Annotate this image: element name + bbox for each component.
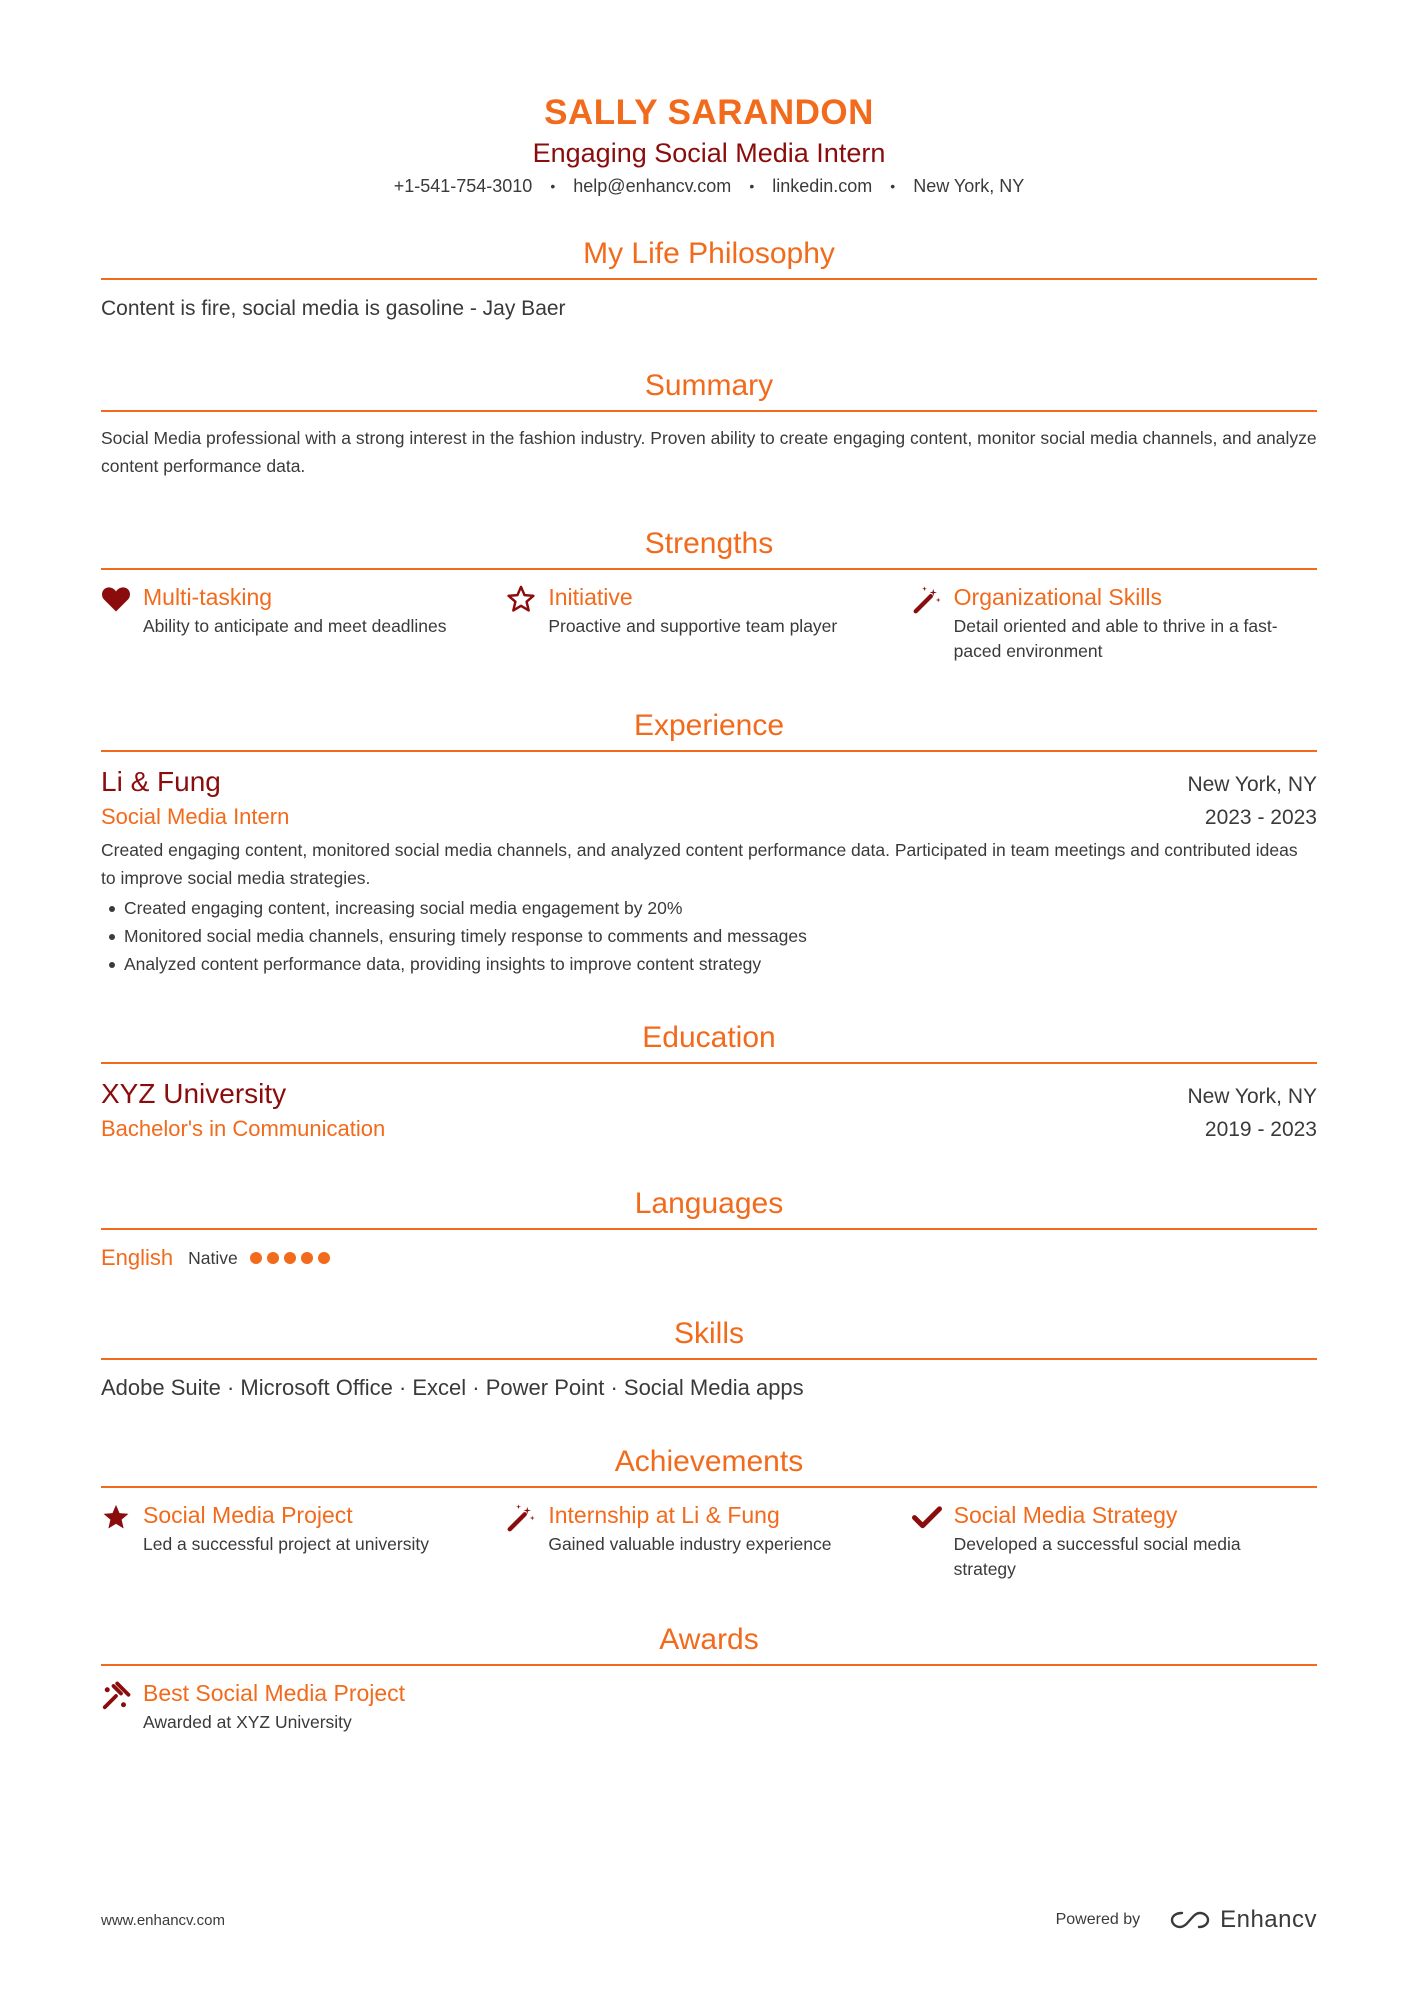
- contact-phone[interactable]: +1-541-754-3010: [393, 176, 533, 196]
- contact-separator: •: [890, 178, 896, 194]
- section-heading: Education: [101, 1020, 1317, 1064]
- achievement-desc: Led a successful project at university: [143, 1534, 429, 1554]
- contact-separator: •: [749, 178, 755, 194]
- job-role: Social Media Intern: [101, 804, 290, 829]
- language-level: Native: [188, 1248, 238, 1268]
- achievement-item: [912, 1500, 1317, 1582]
- page-footer: [101, 1906, 1317, 1934]
- strength-item: [912, 582, 1317, 664]
- section-heading: Achievements: [101, 1444, 1317, 1488]
- summary-text: Social Media professional with a strong interest in the fashion industry. Proven ability to create engaging content, monitor social media channels, and analyze content performance data.: [101, 428, 1317, 476]
- education-entry: [101, 1064, 1317, 1146]
- achievement-desc: Developed a successful social media strategy: [953, 1534, 1241, 1579]
- skills-list: Adobe Suite · Microsoft Office · Excel · Power Point · Social Media apps: [101, 1375, 804, 1400]
- education-dates: 2019 - 2023: [1204, 1118, 1317, 1141]
- skills-section: [101, 1316, 1317, 1404]
- section-heading: My Life Philosophy: [101, 236, 1317, 280]
- achievement-title: Internship at Li & Fung: [548, 1502, 780, 1528]
- language-item: [101, 1242, 1317, 1274]
- resume-header: [101, 0, 1317, 198]
- awards-section: [101, 1622, 1317, 1735]
- award-item: [101, 1678, 1317, 1735]
- achievement-title: Social Media Project: [143, 1502, 353, 1528]
- achievement-title: Social Media Strategy: [953, 1502, 1178, 1528]
- award-title: Best Social Media Project: [143, 1680, 406, 1706]
- powered-by-label: Powered by: [1055, 1911, 1141, 1928]
- list-item: Monitored social media channels, ensuring timely response to comments and messages: [101, 922, 1317, 950]
- language-name: English: [101, 1245, 174, 1270]
- contact-separator: •: [550, 178, 556, 194]
- school-name: XYZ University: [101, 1078, 287, 1109]
- star-filled-icon: [101, 1500, 143, 1582]
- contact-line: [101, 174, 1317, 198]
- degree-name: Bachelor's in Communication: [101, 1116, 386, 1141]
- award-desc: Awarded at XYZ University: [143, 1712, 352, 1732]
- strength-title: Initiative: [548, 584, 633, 610]
- philosophy-section: [101, 236, 1317, 324]
- powered-by: [1056, 1906, 1317, 1934]
- contact-email[interactable]: help@enhancv.com: [573, 176, 732, 196]
- strength-desc: Detail oriented and able to thrive in a fast-paced environment: [953, 616, 1278, 661]
- achievement-item: [101, 1500, 506, 1582]
- heart-icon: [101, 582, 143, 664]
- achievement-desc: Gained valuable industry experience: [548, 1534, 832, 1554]
- brand-logo[interactable]: [1168, 1906, 1317, 1934]
- checkmark-icon: [912, 1500, 954, 1582]
- strength-desc: Ability to anticipate and meet deadlines: [143, 616, 447, 636]
- rating-dot: [301, 1252, 313, 1264]
- section-heading: Skills: [101, 1316, 1317, 1360]
- philosophy-quote: Content is fire, social media is gasoline - Jay Baer: [101, 297, 566, 320]
- candidate-name: SALLY SARANDON: [544, 93, 874, 132]
- strength-desc: Proactive and supportive team player: [548, 616, 838, 636]
- section-heading: Strengths: [101, 526, 1317, 570]
- rating-dot: [250, 1252, 262, 1264]
- strength-item: [506, 582, 911, 664]
- list-item: Analyzed content performance data, providing insights to improve content strategy: [101, 950, 1317, 978]
- strengths-section: [101, 526, 1317, 664]
- star-outline-icon: [506, 582, 548, 664]
- enhancv-logo-icon: [1168, 1909, 1212, 1931]
- rating-dot: [284, 1252, 296, 1264]
- achievement-item: [506, 1500, 911, 1582]
- rating-dot: [318, 1252, 330, 1264]
- resume-page: [101, 0, 1317, 1735]
- education-section: [101, 1020, 1317, 1146]
- candidate-title: Engaging Social Media Intern: [532, 138, 886, 168]
- achievements-section: [101, 1444, 1317, 1582]
- magic-wand-icon: [912, 582, 954, 664]
- list-item: Created engaging content, increasing social media engagement by 20%: [101, 894, 1317, 922]
- school-location: New York, NY: [1187, 1085, 1317, 1108]
- section-heading: Languages: [101, 1186, 1317, 1230]
- section-heading: Summary: [101, 368, 1317, 412]
- experience-section: [101, 708, 1317, 978]
- job-bullets: [101, 894, 1317, 978]
- brand-name: Enhancv: [1220, 1906, 1317, 1933]
- strength-title: Organizational Skills: [953, 584, 1163, 610]
- rating-dot: [267, 1252, 279, 1264]
- languages-section: [101, 1186, 1317, 1274]
- strength-title: Multi-tasking: [143, 584, 273, 610]
- magic-wand-icon: [506, 1500, 548, 1582]
- job-dates: 2023 - 2023: [1204, 806, 1317, 829]
- company-name: Li & Fung: [101, 766, 221, 797]
- strength-item: [101, 582, 506, 664]
- section-heading: Awards: [101, 1622, 1317, 1666]
- contact-location: New York, NY: [913, 176, 1025, 196]
- section-heading: Experience: [101, 708, 1317, 752]
- contact-linkedin[interactable]: linkedin.com: [772, 176, 873, 196]
- job-description: Created engaging content, monitored social media channels, and analyzed content performance data. Participated in team meetings and contributed ideas to improve social media strategies.: [101, 840, 1298, 888]
- trophy-icon: [101, 1678, 143, 1735]
- summary-section: [101, 368, 1317, 480]
- language-rating: [248, 1252, 333, 1264]
- footer-website-link[interactable]: www.enhancv.com: [101, 1911, 225, 1929]
- experience-entry: [101, 752, 1317, 978]
- job-location: New York, NY: [1187, 773, 1317, 796]
